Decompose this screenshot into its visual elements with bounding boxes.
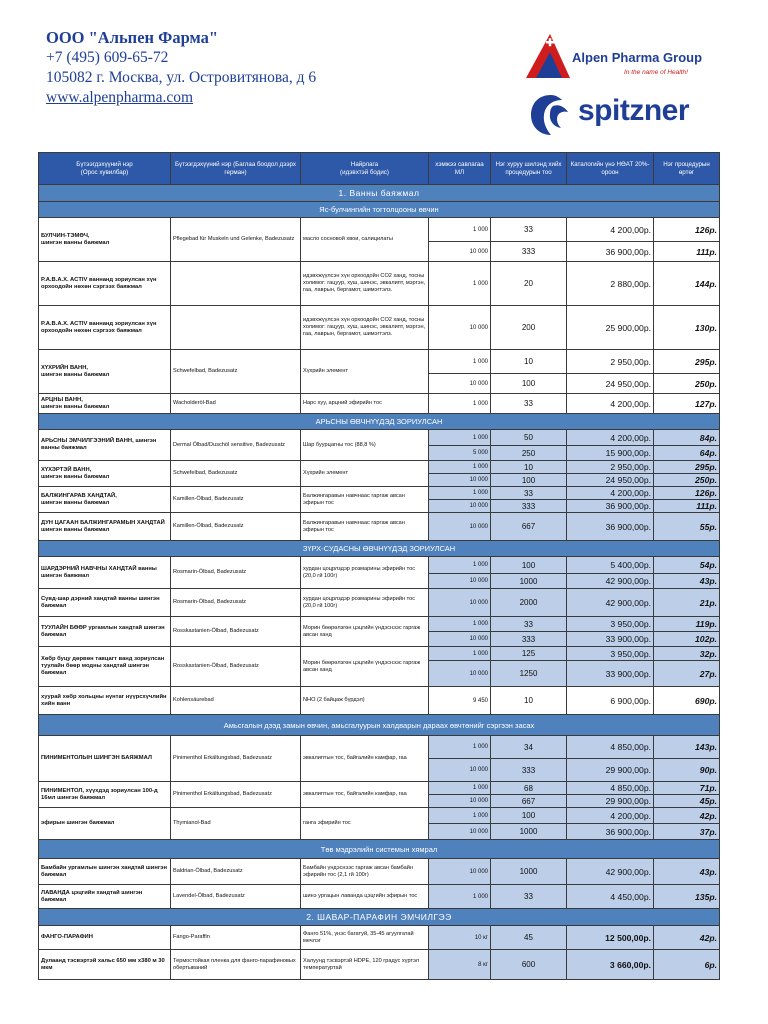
- cell-price: 42 900,00р.: [567, 859, 654, 885]
- product-composition: Бамбайн үндэснээс гаргаж авсан бамбайн эфирийн тос (2,1 гй 100г): [301, 859, 429, 885]
- cell-volume: 10 000: [429, 759, 491, 782]
- cell-volume: 1 000: [429, 262, 491, 306]
- product-name: ФАНГО-ПАРАФИН: [39, 926, 171, 950]
- product-composition: Шар буурцагны тос (88,8 %): [301, 430, 429, 461]
- price-list-table: [38, 152, 720, 980]
- table-row: [39, 647, 720, 661]
- cell-price: 4 450,00р.: [567, 885, 654, 909]
- cell-price: 24 950,00р.: [567, 474, 654, 487]
- cell-procedures: 125: [491, 647, 567, 661]
- cell-volume: 10 000: [429, 374, 491, 394]
- cell-per-procedure: 32р.: [654, 647, 720, 661]
- cell-price: 4 850,00р.: [567, 782, 654, 795]
- company-name: ООО "Альпен Фарма": [46, 28, 219, 47]
- table-row: [39, 350, 720, 374]
- product-composition: NHO (2 байцаж бүрдэл): [301, 687, 429, 715]
- cell-procedures: 667: [491, 513, 567, 541]
- product-name-de: Kamillen-Ölbad, Badezusatz: [171, 513, 301, 541]
- cell-per-procedure: 45р.: [654, 795, 720, 808]
- product-name: БАЛЖИНГАРАВ ХАНДТАЙ, шингэн ванны баяжмал: [39, 487, 171, 513]
- product-name-de: Kohlensäurebad: [171, 687, 301, 715]
- product-name: Хөбр буцу дөрвөн тавцагт ванд зориулсан туулайн бөөр модны хандтай шингэн баяжмал: [39, 647, 171, 687]
- cell-per-procedure: 126р.: [654, 218, 720, 242]
- table-row: [39, 218, 720, 242]
- cell-price: 33 900,00р.: [567, 661, 654, 687]
- alpen-brand-name: Alpen Pharma Group: [572, 50, 703, 65]
- product-name: эфирын шингэн баяжмал: [39, 808, 171, 840]
- product-composition: Балжингаравын навчнаас гаргаж авсан эфирын тос: [301, 513, 429, 541]
- product-name: Дулаанд тэсвэртэй хальс 650 мм х380 м 30 мкм: [39, 950, 171, 980]
- cell-price: 6 900,00р.: [567, 687, 654, 715]
- header-per-procedure: Нэг процедурын өртөг: [654, 153, 720, 185]
- cell-price: 4 200,00р.: [567, 808, 654, 824]
- subsection-title: АРЬСНЫ ӨВЧНҮҮДЭД ЗОРИУЛСАН: [39, 414, 720, 430]
- cell-per-procedure: 295р.: [654, 461, 720, 474]
- product-name: ШАРДЭРНИЙ НАВЧНЫ ХАНДТАЙ ванны шингэн баяжмал: [39, 557, 171, 589]
- product-composition: масло сосновой хвои, салицилаты: [301, 218, 429, 262]
- cell-procedures: 50: [491, 430, 567, 446]
- cell-price: 2 950,00р.: [567, 350, 654, 374]
- alpen-tagline: In the name of Health!: [624, 69, 688, 76]
- subsection-row: [39, 541, 720, 557]
- table-row: [39, 926, 720, 950]
- cell-procedures: 100: [491, 557, 567, 574]
- product-composition: Хүхрийн элемент: [301, 350, 429, 394]
- cell-volume: 10 000: [429, 824, 491, 840]
- subsection-row: [39, 715, 720, 736]
- cell-per-procedure: 43р.: [654, 574, 720, 589]
- spitzner-emblem-icon: [528, 92, 574, 138]
- cell-per-procedure: 37р.: [654, 824, 720, 840]
- cell-price: 36 900,00р.: [567, 242, 654, 262]
- cell-procedures: 1000: [491, 859, 567, 885]
- table-row: [39, 808, 720, 824]
- cell-price: 3 950,00р.: [567, 647, 654, 661]
- cell-volume: 10 000: [429, 661, 491, 687]
- cell-procedures: 333: [491, 500, 567, 513]
- cell-procedures: 33: [491, 487, 567, 500]
- table-row: [39, 461, 720, 474]
- cell-price: 2 880,00р.: [567, 262, 654, 306]
- header-price: Каталогийн үнэ НӨАТ 20%-ороон: [567, 153, 654, 185]
- product-name: ЛАВАНДА цэцгийн хандтай шингэн баяжмал: [39, 885, 171, 909]
- header-volume: хэмжээ савлагаа МЛ: [429, 153, 491, 185]
- table-row: [39, 262, 720, 306]
- table-row: [39, 513, 720, 541]
- spitzner-brand-name: spitzner: [578, 94, 690, 127]
- table-row: [39, 430, 720, 446]
- cell-volume: 10 000: [429, 500, 491, 513]
- cell-per-procedure: 111р.: [654, 242, 720, 262]
- cell-volume: 1 000: [429, 218, 491, 242]
- cell-procedures: 10: [491, 687, 567, 715]
- cell-procedures: 45: [491, 926, 567, 950]
- cell-volume: 1 000: [429, 736, 491, 759]
- product-name: ХҮХРИЙН ВАНН, шингэн ванны баяжмал: [39, 350, 171, 394]
- cell-volume: 5 000: [429, 446, 491, 461]
- product-composition: Балжингаравын навчнаас гаргаж авсан эфирын тос: [301, 487, 429, 513]
- subsection-row: [39, 202, 720, 218]
- cell-procedures: 200: [491, 306, 567, 350]
- header-name-mn: Бүтээгдэхүүний нэр (Орос хувилбар): [39, 153, 171, 185]
- cell-procedures: 68: [491, 782, 567, 795]
- cell-price: 36 900,00р.: [567, 824, 654, 840]
- product-composition: хурдан цоцрлздэр розмарины эфирийн тос (20,0 гй 100г): [301, 557, 429, 589]
- cell-per-procedure: 127р.: [654, 394, 720, 414]
- cell-per-procedure: 55р.: [654, 513, 720, 541]
- cell-per-procedure: 130р.: [654, 306, 720, 350]
- product-composition: Халуунд тэсвэртэй HDPE, 120 градус хүртэл температуртай: [301, 950, 429, 980]
- product-composition: Хүхрийн элемент: [301, 461, 429, 487]
- cell-per-procedure: 42р.: [654, 926, 720, 950]
- cell-volume: 1 000: [429, 430, 491, 446]
- table-row: [39, 306, 720, 350]
- cell-volume: 1 000: [429, 808, 491, 824]
- cell-volume: 10 кг: [429, 926, 491, 950]
- cell-price: 42 900,00р.: [567, 574, 654, 589]
- product-name-de: Schwefelbad, Badezusatz: [171, 461, 301, 487]
- cell-procedures: 1000: [491, 824, 567, 840]
- product-name: ХҮХЭРТЭЙ ВАНН, шингэн ванны баяжмал: [39, 461, 171, 487]
- product-name: Бамбайн ургамлын шингэн хандтай шингэн баяжмал: [39, 859, 171, 885]
- product-name: P.A.B.A.X. ACTIV ваннанд зориулсан хүн орхоодойн нөхөн сэргээх баяжмал: [39, 262, 171, 306]
- cell-per-procedure: 27р.: [654, 661, 720, 687]
- product-name: АРЬСНЫ ЭМЧИЛГЭЭНИЙ ВАНН, шингэн ванны баяжмал: [39, 430, 171, 461]
- product-composition: идэвхжүүлсэн хүн орхоодойн CO2 ханд, тосны холимог: гацуур, хуш, шинэс, эвкалипт, мэргэн, гаа, лаврын, бергамот, шимэгтэлз.: [301, 262, 429, 306]
- product-name-de: Lavendel-Ölbad, Badezusatz: [171, 885, 301, 909]
- cell-per-procedure: 143р.: [654, 736, 720, 759]
- cell-volume: 10 000: [429, 589, 491, 617]
- product-name-de: Dermal Ölbad/Duschöl sensitive, Badezusatz: [171, 430, 301, 461]
- cell-per-procedure: 54р.: [654, 557, 720, 574]
- product-name: хуурай хөбр хольцны нүнтаг нүүрсхүчлийн хийн ванн: [39, 687, 171, 715]
- section-row: [39, 909, 720, 926]
- product-name-de: [171, 306, 301, 350]
- cell-per-procedure: 119р.: [654, 617, 720, 632]
- company-website-link[interactable]: www.alpenpharma.com: [46, 89, 194, 106]
- header-composition: Найрлага (идэвхтэй бодис): [301, 153, 429, 185]
- product-composition: Морин бөөрөлзгөн цэцгийн үндэснээс гаргаж авсан ханд: [301, 617, 429, 647]
- section-title: 2. ШАВАР-ПАРАФИН ЭМЧИЛГЭЭ: [39, 909, 720, 926]
- cell-volume: 9 450: [429, 687, 491, 715]
- cell-procedures: 333: [491, 759, 567, 782]
- cell-price: 4 200,00р.: [567, 218, 654, 242]
- subsection-title: Амьсгалын дээд замын өвчин, амьсгалуурын халдварын дараах өвчтөнийг сэргээн засах: [39, 715, 720, 736]
- table-row: [39, 885, 720, 909]
- cell-volume: 1 000: [429, 557, 491, 574]
- product-name: ПИНИМЕНТОЛ, хүүхдэд зориулсан 100-д 16мл шингэн баяжмал: [39, 782, 171, 808]
- table-row: [39, 687, 720, 715]
- product-name: АРЦНЫ ВАНН, шингэн ванны баяжмал: [39, 394, 171, 414]
- cell-procedures: 1000: [491, 574, 567, 589]
- product-name-de: Rosskastanien-Ölbad, Badezusatz: [171, 617, 301, 647]
- cell-price: 36 900,00р.: [567, 513, 654, 541]
- header-procedures: Нэг хуруу шилэнд хийх процедурын тоо: [491, 153, 567, 185]
- cell-price: 33 900,00р.: [567, 632, 654, 647]
- cell-procedures: 100: [491, 374, 567, 394]
- cell-price: 4 200,00р.: [567, 487, 654, 500]
- cell-price: 36 900,00р.: [567, 500, 654, 513]
- subsection-title: ЗҮРХ-СУДАСНЫ ӨВЧНҮҮДЭД ЗОРИУЛСАН: [39, 541, 720, 557]
- cell-volume: 1 000: [429, 394, 491, 414]
- header-name-de: Бүтээгдэхүүний нэр (Баглаа боодол дээрх герман): [171, 153, 301, 185]
- cell-volume: 1 000: [429, 461, 491, 474]
- company-contact-block: [46, 28, 466, 108]
- product-name: P.A.B.A.X. ACTIV ваннанд зориулсан хүн орхоодойн нөхөн сэргээх баяжмал: [39, 306, 171, 350]
- cell-volume: 1 000: [429, 350, 491, 374]
- cell-price: 42 900,00р.: [567, 589, 654, 617]
- product-name-de: Fango-Paraffin: [171, 926, 301, 950]
- cell-volume: 10 000: [429, 795, 491, 808]
- cell-per-procedure: 111р.: [654, 500, 720, 513]
- cell-procedures: 2000: [491, 589, 567, 617]
- product-composition: Морин бөөрөлзгөн цэцгийн үндэснээс гаргаж авсан ханд: [301, 647, 429, 687]
- cell-per-procedure: 102р.: [654, 632, 720, 647]
- cell-procedures: 20: [491, 262, 567, 306]
- cell-volume: 10 000: [429, 474, 491, 487]
- cell-per-procedure: 71р.: [654, 782, 720, 795]
- cell-procedures: 10: [491, 461, 567, 474]
- subsection-title: Төв мэдрэлийн системын хямрал: [39, 840, 720, 859]
- cell-procedures: 33: [491, 885, 567, 909]
- subsection-row: [39, 840, 720, 859]
- product-composition: Фанго 51%, үнэс багатуй, 35-45 агуулгатай мечлэг: [301, 926, 429, 950]
- cell-volume: 10 000: [429, 859, 491, 885]
- cell-price: 3 950,00р.: [567, 617, 654, 632]
- cell-price: 29 900,00р.: [567, 759, 654, 782]
- cell-procedures: 1250: [491, 661, 567, 687]
- cell-volume: 10 000: [429, 513, 491, 541]
- table-row: [39, 617, 720, 632]
- company-address: 105082 г. Москва, ул. Островитянова, д 6: [46, 69, 317, 86]
- product-name-de: [171, 262, 301, 306]
- product-name-de: Schwefelbad, Badezusatz: [171, 350, 301, 394]
- cell-per-procedure: 690р.: [654, 687, 720, 715]
- cell-per-procedure: 126р.: [654, 487, 720, 500]
- cell-price: 29 900,00р.: [567, 795, 654, 808]
- table-row: [39, 557, 720, 574]
- cell-procedures: 333: [491, 242, 567, 262]
- product-composition: хурдан цоцрлздэр розмарины эфирийн тос (20,0 гй 100г): [301, 589, 429, 617]
- cell-volume: 1 000: [429, 617, 491, 632]
- table-row: [39, 487, 720, 500]
- alpen-pharma-logo: [520, 32, 710, 80]
- cell-per-procedure: 295р.: [654, 350, 720, 374]
- product-name-de: Thymianol-Bad: [171, 808, 301, 840]
- cell-volume: 10 000: [429, 632, 491, 647]
- subsection-title: Яс-булчингийн тогтолцооны өвчин: [39, 202, 720, 218]
- product-name-de: Rosmarin-Ölbad, Badezusatz: [171, 589, 301, 617]
- cell-per-procedure: 144р.: [654, 262, 720, 306]
- cell-per-procedure: 135р.: [654, 885, 720, 909]
- product-composition: шинэ ургацын лаванда цэцгийн эфирын тос: [301, 885, 429, 909]
- product-name: БУЛЧИН-ТЭМӨЧ, шингэн ванны баяжмал: [39, 218, 171, 262]
- cell-procedures: 100: [491, 474, 567, 487]
- cell-per-procedure: 250р.: [654, 474, 720, 487]
- cell-procedures: 667: [491, 795, 567, 808]
- cell-price: 5 400,00р.: [567, 557, 654, 574]
- product-name-de: Pinimenthol Erkältungsbad, Badezusatz: [171, 782, 301, 808]
- cell-volume: 10 000: [429, 306, 491, 350]
- table-header-row: [39, 153, 720, 185]
- product-name-de: Kamillen-Ölbad, Badezusatz: [171, 487, 301, 513]
- cell-procedures: 250: [491, 446, 567, 461]
- product-name-de: Wacholderöl-Bad: [171, 394, 301, 414]
- cell-procedures: 33: [491, 617, 567, 632]
- table-row: [39, 394, 720, 414]
- product-composition: эвкалиптын тос, байгалийн камфар, гаа: [301, 736, 429, 782]
- cell-price: 2 950,00р.: [567, 461, 654, 474]
- product-composition: эвкалиптын тос, байгалийн камфар, гаа: [301, 782, 429, 808]
- cell-price: 12 500,00р.: [567, 926, 654, 950]
- table-row: [39, 950, 720, 980]
- cell-per-procedure: 84р.: [654, 430, 720, 446]
- product-name: ТУУЛАЙН БӨӨР ургамлын хандтай шингэн баяжмал: [39, 617, 171, 647]
- product-name: ПИНИМЕНТОЛЫН ШИНГЭН БАЯЖМАЛ: [39, 736, 171, 782]
- product-name: ДУН ЦАГААН БАЛЖИНГАРАМЫН ХАНДТАЙ шингэн ванны баяжмал: [39, 513, 171, 541]
- cell-price: 24 950,00р.: [567, 374, 654, 394]
- cell-volume: 1 000: [429, 487, 491, 500]
- cell-per-procedure: 21р.: [654, 589, 720, 617]
- cell-volume: 1 000: [429, 885, 491, 909]
- subsection-row: [39, 414, 720, 430]
- table-row: [39, 736, 720, 759]
- alpen-triangle-icon: [520, 32, 574, 80]
- cell-procedures: 600: [491, 950, 567, 980]
- cell-per-procedure: 250р.: [654, 374, 720, 394]
- product-name-de: Rosmarin-Ölbad, Badezusatz: [171, 557, 301, 589]
- product-name-de: Термостойкая пленка для фанго-парафиновых обертываний: [171, 950, 301, 980]
- product-composition: идэвхжүүлсэн хүн орхоодойн CO2 ханд, тосны холимог: гацуур, хуш, шинэс, эвкалипт, мэргэн, гаа, лаврын, бергамот, шимэгтэлз.: [301, 306, 429, 350]
- table-row: [39, 782, 720, 795]
- product-composition: Нарс хуу, арцний эфирийн тос: [301, 394, 429, 414]
- cell-price: 4 850,00р.: [567, 736, 654, 759]
- spitzner-logo: [528, 92, 708, 138]
- section-row: [39, 185, 720, 202]
- cell-per-procedure: 42р.: [654, 808, 720, 824]
- cell-price: 15 900,00р.: [567, 446, 654, 461]
- cell-per-procedure: 43р.: [654, 859, 720, 885]
- cell-price: 25 900,00р.: [567, 306, 654, 350]
- product-name-de: Pinimenthol Erkältungsbad, Badezusatz: [171, 736, 301, 782]
- company-phone: +7 (495) 609-65-72: [46, 49, 169, 66]
- cell-procedures: 333: [491, 632, 567, 647]
- cell-procedures: 34: [491, 736, 567, 759]
- cell-volume: 10 000: [429, 242, 491, 262]
- cell-volume: 1 000: [429, 782, 491, 795]
- cell-per-procedure: 64р.: [654, 446, 720, 461]
- cell-per-procedure: 90р.: [654, 759, 720, 782]
- cell-price: 3 660,00р.: [567, 950, 654, 980]
- cell-procedures: 33: [491, 218, 567, 242]
- product-name-de: Rosskastanien-Ölbad, Badezusatz: [171, 647, 301, 687]
- product-name-de: Baldrian-Ölbad, Badezusatz: [171, 859, 301, 885]
- cell-procedures: 33: [491, 394, 567, 414]
- table-row: [39, 859, 720, 885]
- table-row: [39, 589, 720, 617]
- cell-procedures: 100: [491, 808, 567, 824]
- cell-volume: 10 000: [429, 574, 491, 589]
- cell-price: 4 200,00р.: [567, 394, 654, 414]
- cell-per-procedure: 6р.: [654, 950, 720, 980]
- cell-price: 4 200,00р.: [567, 430, 654, 446]
- cell-procedures: 10: [491, 350, 567, 374]
- product-name: Сүвд-шар дэрний хандтай ванны шингэн баяжмал: [39, 589, 171, 617]
- section-title: 1. Ванны баяжмал: [39, 185, 720, 202]
- cell-volume: 1 000: [429, 647, 491, 661]
- product-composition: ганга эфирийн тос: [301, 808, 429, 840]
- cell-volume: 8 кг: [429, 950, 491, 980]
- product-name-de: Pflegebad für Muskeln und Gelenke, Badezusatz: [171, 218, 301, 262]
